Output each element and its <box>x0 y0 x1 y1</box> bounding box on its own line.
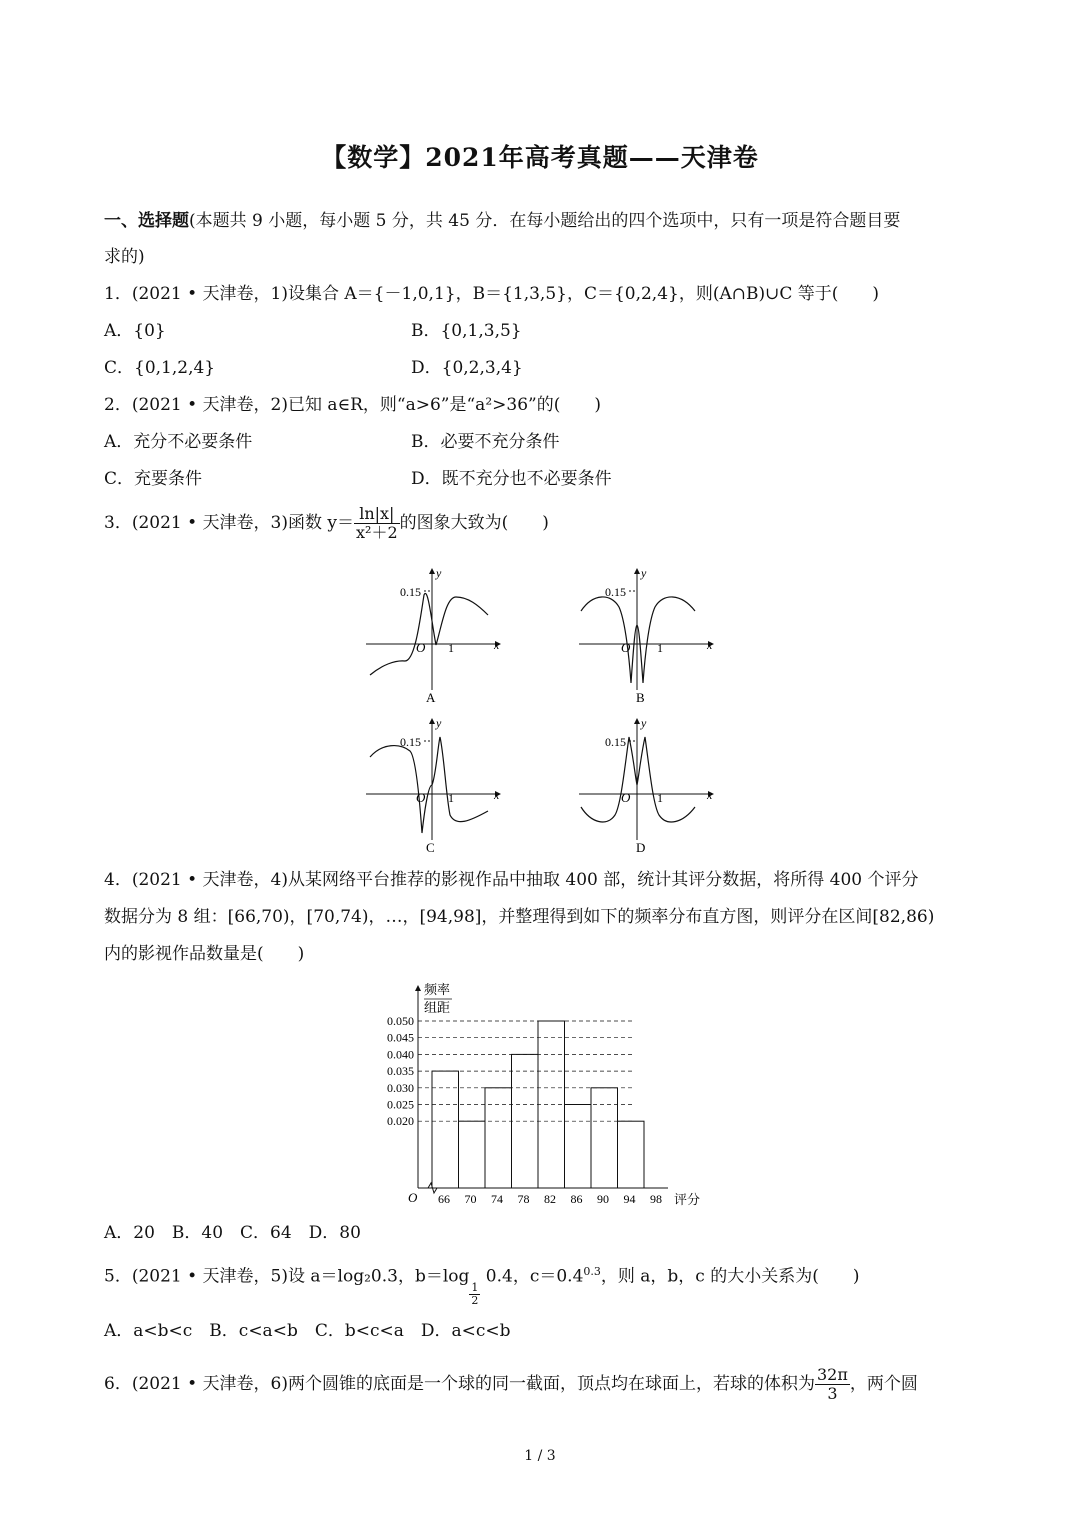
graph-a-yaxis: y <box>436 566 442 580</box>
q6-suffix: ，两个圆 <box>849 1374 918 1394</box>
graph-d <box>579 716 713 855</box>
x-tick-label: 78 <box>517 1192 530 1206</box>
question-6 <box>104 1366 918 1403</box>
y-tick-label: 0.040 <box>387 1047 414 1062</box>
q1-option-c: C．{0,1,2,4} <box>104 358 216 378</box>
x-tick-label: 86 <box>570 1192 583 1206</box>
x-tick-label: 94 <box>623 1192 636 1206</box>
question-2: 2．(2021 • 天津卷，2)已知 a∈R，则“a>6”是“a²>36”的( ) <box>104 395 601 415</box>
graph-a-xtick: 1 <box>448 641 454 655</box>
graph-d-yaxis: y <box>641 716 647 730</box>
chart-origin: O <box>408 1190 418 1205</box>
question-1 <box>104 282 879 306</box>
q1-option-b: B．{0,1,3,5} <box>411 321 522 341</box>
question-5 <box>104 1260 860 1307</box>
q3-frac-den: x²＋2 <box>356 523 398 542</box>
graph-b-xaxis: x <box>707 638 713 652</box>
q1-option-a: A．{0} <box>104 321 166 341</box>
x-ticks <box>438 1192 662 1206</box>
question-4-line-1: 4．(2021 • 天津卷，4)从某网络平台推荐的影视作品中抽取 400 部，统计其评分数据，将所得 400 个评分 <box>104 870 919 890</box>
question-3 <box>104 505 549 542</box>
q2-option-c: C．充要条件 <box>104 469 203 489</box>
graph-b-xtick: 1 <box>657 641 663 655</box>
question-4-line-2: 数据分为 8 组：[66,70)，[70,74)，…，[94,98]，并整理得到如下的频率分布直方图，则评分在区间[82,86) <box>104 907 935 927</box>
y-tick-label: 0.030 <box>387 1080 414 1095</box>
x-tick-label: 66 <box>438 1192 450 1206</box>
q5-text: 5．(2021 • 天津卷，5)设 a＝log₂0.3，b＝log <box>104 1266 470 1287</box>
graph-d-origin: O <box>621 790 631 805</box>
section-header <box>104 209 900 233</box>
graph-a-ytick: 0.15 <box>400 585 421 599</box>
x-tick-label: 82 <box>544 1192 556 1206</box>
q1-prefix: 1．(2021 • 天津卷，1)设集合 <box>104 284 345 304</box>
q4-options: A．20 B．40 C．64 D．80 <box>104 1223 361 1243</box>
y-tick-label: 0.020 <box>387 1114 414 1129</box>
histogram-chart <box>370 978 720 1210</box>
graph-a-origin: O <box>416 640 426 655</box>
graph-d-label: D <box>636 840 646 855</box>
graph-c-yaxis: y <box>436 716 442 730</box>
x-tick-label: 70 <box>464 1192 477 1206</box>
q5-options: A．a<b<c B．c<a<b C．b<c<a D．a<c<b <box>104 1321 511 1341</box>
graph-c <box>366 716 500 855</box>
graph-c-xaxis: x <box>494 788 500 802</box>
q1-option-d: D．{0,2,3,4} <box>411 358 523 378</box>
q5-exp: 0.3 <box>583 1265 601 1278</box>
histogram-bar <box>485 1088 512 1188</box>
q5-text3: ，则 a，b，c 的大小关系为( ) <box>600 1266 860 1287</box>
x-tick-label: 98 <box>650 1192 662 1206</box>
graph-d-xaxis: x <box>707 788 713 802</box>
q3-fraction <box>354 505 400 542</box>
y-ticks <box>387 1014 414 1128</box>
q3-graphs <box>360 565 720 855</box>
q3-suffix: 的图象大致为( ) <box>399 513 549 533</box>
question-4-line-3: 内的影视作品数量是( ) <box>104 944 305 964</box>
page-title: 【数学】2021年高考真题——天津卷 <box>321 143 759 172</box>
y-tick-label: 0.045 <box>387 1030 414 1045</box>
q3-prefix: 3．(2021 • 天津卷，3)函数 y＝ <box>104 513 355 533</box>
q2-option-a: A．充分不必要条件 <box>104 432 253 452</box>
graph-c-origin: O <box>416 790 426 805</box>
histogram-bar <box>565 1105 592 1189</box>
graph-c-ytick: 0.15 <box>400 735 421 749</box>
q5-log-base <box>469 1282 480 1307</box>
x-label: 评分 <box>674 1192 701 1207</box>
section-desc-2: 求的) <box>104 247 145 267</box>
q6-frac-num: 32π <box>817 1365 848 1384</box>
q2-option-b: B．必要不充分条件 <box>411 432 560 452</box>
q5-base-den: 2 <box>471 1293 479 1307</box>
histogram-bar <box>459 1121 486 1188</box>
q2-option-d: D．既不充分也不必要条件 <box>411 469 612 489</box>
graph-a-label: A <box>426 690 436 705</box>
graph-d-xtick: 1 <box>657 791 663 805</box>
graph-c-label: C <box>426 840 435 855</box>
graph-a-xaxis: x <box>494 638 500 652</box>
q6-fraction <box>815 1366 850 1403</box>
graph-b <box>579 566 713 705</box>
graph-b-label: B <box>636 690 645 705</box>
x-tick-label: 90 <box>597 1192 609 1206</box>
graph-a <box>366 566 500 705</box>
section-desc-1: (本题共 9 小题，每小题 5 分，共 45 分．在每小题给出的四个选项中，只有一项是符合题目要 <box>189 211 901 231</box>
y-tick-label: 0.025 <box>387 1097 414 1112</box>
q5-text2: 0.4，c＝0.4 <box>480 1266 584 1287</box>
y-label-bottom: 组距 <box>424 1000 451 1015</box>
graph-c-xtick: 1 <box>448 791 454 805</box>
histogram-bar <box>591 1088 618 1188</box>
graph-b-ytick: 0.15 <box>605 585 626 599</box>
graph-b-origin: O <box>621 640 631 655</box>
histogram-bar <box>432 1071 459 1188</box>
q6-text: 6．(2021 • 天津卷，6)两个圆锥的底面是一个球的同一截面，顶点均在球面上，若球的体积为 <box>104 1374 815 1394</box>
y-tick-label: 0.050 <box>387 1014 414 1028</box>
graph-b-yaxis: y <box>641 566 647 580</box>
section-label: 一、选择题 <box>104 211 189 231</box>
q3-frac-num: ln|x| <box>354 505 400 524</box>
q6-frac-den: 3 <box>827 1384 838 1403</box>
q1-body: A＝{－1,0,1}，B＝{1,3,5}，C＝{0,2,4}，则(A∩B)∪C 等于( ) <box>344 284 880 304</box>
graph-d-ytick: 0.15 <box>605 735 626 749</box>
x-tick-label: 74 <box>491 1192 503 1206</box>
y-tick-label: 0.035 <box>387 1064 414 1079</box>
histogram-bar <box>618 1121 645 1188</box>
y-label-top: 频率 <box>424 982 451 997</box>
q5-base-num: 1 <box>471 1280 479 1294</box>
page-number: 1 / 3 <box>524 1448 556 1464</box>
